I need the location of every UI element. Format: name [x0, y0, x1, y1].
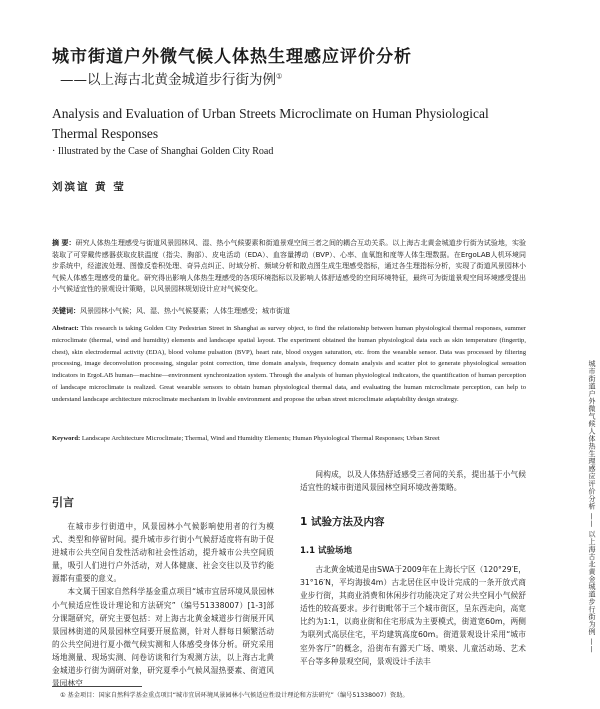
running-side-header: 城市街道户外微气候人体热生理感应评价分析 —— 以上海古北黄金城道步行街为例 —— [588, 360, 596, 654]
keywords-en-label: Keyword: [52, 435, 81, 442]
abstract-en-label: Abstract: [52, 325, 79, 332]
keywords-cn [52, 306, 526, 316]
abstract-cn-text: 研究人体热生理感受与街道风景园林风、湿、热小气候要素和街道景观空间三者之间的耦合互动关系。以上海古北黄金城道步行街为试验地，实验装取了可穿戴传感器获取皮肤温度（指尖、胸部）、皮电活动（EDA）、血容量搏动（BVP）、心率、血氧饱和度等人体生理数据。在ErgoLAB人机环境同步系统中，经滤波处理、图像反卷积处理、奇异点纠正、时域分析、频域分析和散点图生成生理感受指标，通过各生理指标分析，实现了街道风景园林小气候人体感生理感受的量化。研究得出影响人体热生理感受的各项环境指标以及影响人体舒适感受的空间环境特征，最终可为街道景观空间环境感受提出小气候适宜性的景观设计策略，以风景园林规划设计应对气候变化。 [52, 239, 527, 293]
authors: 刘滨谊 黄 莹 [52, 181, 126, 193]
abstract-en [52, 323, 526, 406]
keywords-en [52, 433, 526, 445]
abstract-cn-label: 摘 要： [52, 239, 76, 247]
abstract-cn [52, 238, 526, 296]
footnote: ① 基金项目：国家自然科学基金重点项目“城市宜居环境风景园林小气候适应性设计理论和方法研究”（编号51338007）资助。 [60, 692, 409, 699]
intro-paragraph-1: 在城市步行街道中，风景园林小气候影响使用者的行为模式、类型和停留时间。提升城市步行街小气候舒适度将有助于促进城市公共空间自发性活动和社会性活动，提升城市公共空间质量，吸引人们进行户外活动，对人体健康、社会交往以及节约能源都有重要的意义。 [52, 522, 274, 584]
title-en: Analysis and Evaluation of Urban Streets Microclimate on Human Physiological Thermal Responses [52, 106, 489, 141]
subtitle-cn: ——以上海古北黄金城道步行街为例① [60, 72, 283, 88]
intro-paragraph-2: 本文属于国家自然科学基金重点项目“城市宜居环境风景园林小气候适应性设计理论和方法研究”（编号51338007）[1-3]部分课题研究，研究主要包括：对上海古北黄金城道步行街展开风景园林街道的风景园林空间要开展监测，针对人群每日频繁活动的公共空间进行夏小微气候实测和人体感受身体分析。研究采用场地测量、现场实测、问卷访谈和行为观测方法，以上海古北黄金城道步行街为调研对象，研究夏季小气候风湿热要素、街道风景园林空 [52, 587, 274, 689]
keywords-cn-label: 关键词： [52, 307, 80, 315]
keywords-cn-text: 风景园林小气候；风、湿、热小气候要素；人体生理感受；城市街道 [80, 307, 290, 315]
section-1-heading: 1 试验方法及内容 [300, 516, 385, 528]
abstract-en-text: This research is taking Golden City Pedestrian Street in Shanghai as survey object, to find the relationship between human physiological thermal responses, summer microclimate (thermal, wind and humidity) elements and landscape spatial layout. The experiment obtained the human physiological data such as skin temperature (fingertip, chest), skin electrodermal activity (EDA), blood volume pulsation (BVP), heart rate, blood oxygen saturation, etc. from the wearable sensor. Data was processed by filtering processing, image deconvolution processing, singular point correction, time domain analysis, frequency domain analysis and scatter plot to generate physiological sensation indicators in ErgoLAB human—machine—environment synchronization system. Through the analysis of human physiological indicators, the quantification of human perception of landscape microclimate is realized. Great wearable sensors to obtain human physiological thermal data, and evaluating the human microclimate perception, can help to understand landscape architecture microclimate mechanism in livable environment and propose the urban street microclimate adaptability design strategy. [52, 325, 526, 403]
section-1-1-body: 古北黄金城道是由SWA于2009年在上海长宁区（120°29′E，31°16′N，平均海拔4m）古北居住区中设计完成的一条开放式商业步行街，其商业消费和休闲步行功能决定了对公共空间小气候舒适性的较高要求。步行街毗邻于三个城市街区，呈东西走向，高宽比约为1:1，以商业街和住宅形成为主要模式，街道宽60m，两侧为联列式高层住宅，平均建筑高度60m。街道景观设计采用“城市室外客厅”的概念，沿街布有露天广场、喷泉、儿童活动场、艺术平台等多种景观空间，景观设计手法丰 [300, 565, 526, 666]
right-top-paragraph: 间构成，以及人体热舒适感受三者间的关系，提出基于小气候适宜性的城市街道风景园林空间环境改善策略。 [300, 470, 526, 493]
keywords-en-text: Landscape Architecture Microclimate; Thermal, Wind and Humidity Elements; Human Physiological Thermal Responses; Urban Street [81, 435, 440, 442]
intro-heading: 引言 [52, 496, 74, 509]
section-1-1-heading: 1.1 试验场地 [300, 546, 353, 556]
footnote-divider [52, 686, 142, 687]
intro-body [52, 520, 274, 690]
title-cn: 城市街道户外微气候人体热生理感应评价分析 [52, 47, 412, 67]
subtitle-en: · Illustrated by the Case of Shanghai Golden City Road [52, 146, 274, 157]
footnote-marker: ① [276, 72, 283, 81]
